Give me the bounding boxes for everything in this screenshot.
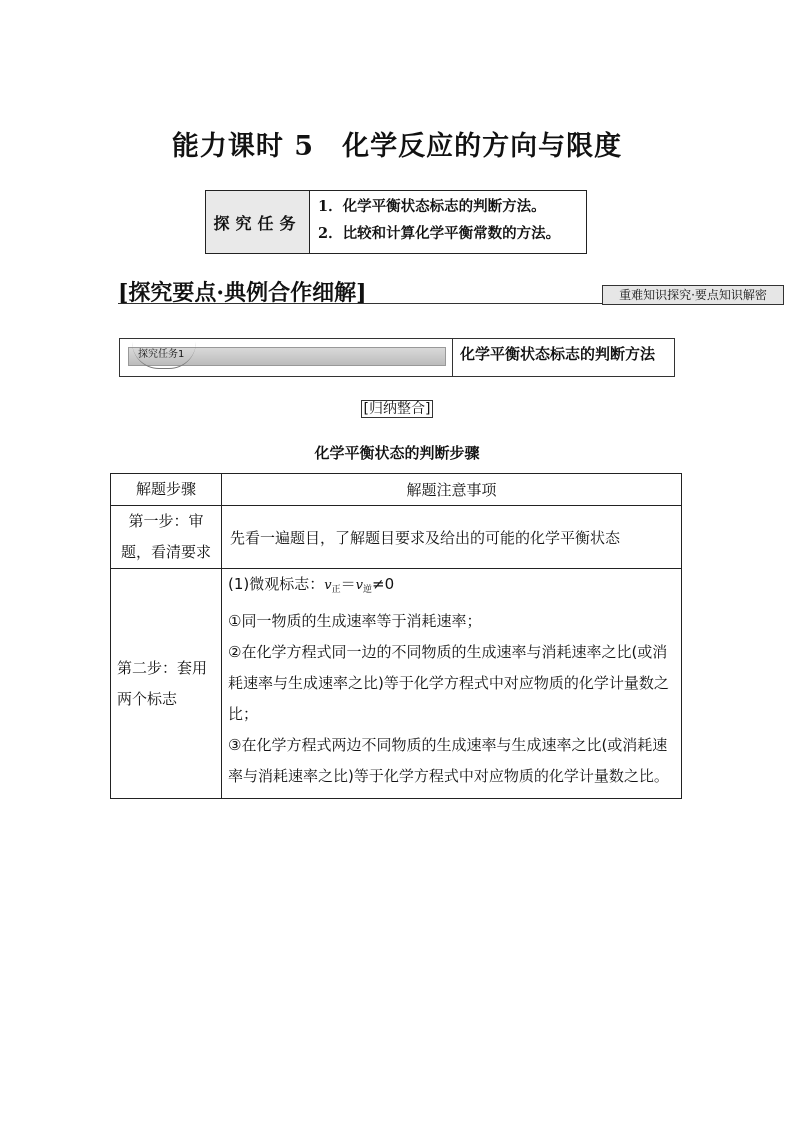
steps-table [110,473,682,799]
task-box-label: 探究任务 [206,191,310,253]
step-cell: 第二步：套用两个标志 [111,569,222,799]
equals-sign: ＝ [340,575,356,593]
micro-indicator [228,569,675,606]
section-divider [118,303,602,304]
table-header-row [111,474,682,506]
rate-subscript-forward: 正 [331,585,341,595]
task-box-items [318,193,560,247]
table-caption: 化学平衡状态的判断步骤 [314,444,480,462]
task1-tab-label: 探究任务1 [138,349,185,360]
table-row [111,569,682,799]
page-title: 能力课时 5 化学反应的方向与限度 [171,131,623,162]
section-heading: [探究要点·典例合作细解] [118,280,367,306]
note-item: ③在化学方程式两边不同物质的生成速率与生成速率之比(或消耗速率与消耗速率之比)等于化学方程式中对应物质的化学计量数之比。 [228,736,669,785]
step-cell: 第一步：审题，看清要求 [111,506,222,569]
rate-subscript-reverse: 逆 [363,585,373,595]
task1-banner-left [120,339,453,376]
section-tag: 重难知识探究·要点知识解密 [602,285,784,305]
rate-symbol: v [324,578,332,593]
task-box [205,190,587,254]
note-item: ①同一物质的生成速率等于消耗速率； [228,612,482,630]
micro-prefix: (1)微观标志： [228,575,325,593]
table-header: 解题步骤 [111,474,222,506]
summary-label [0,398,794,418]
table-header: 解题注意事项 [222,474,682,506]
neq-zero: ≠0 [372,575,395,593]
task-item: 2．比较和计算化学平衡常数的方法。 [318,225,561,242]
task1-title: 化学平衡状态标志的判断方法 [460,345,656,363]
rate-symbol: v [355,578,363,593]
task1-banner [119,338,675,377]
note-cell: 先看一遍题目，了解题目要求及给出的可能的化学平衡状态 [222,506,682,569]
table-row [111,506,682,569]
note-cell [222,569,682,799]
note-item: ②在化学方程式同一边的不同物质的生成速率与消耗速率之比(或消耗速率与生成速率之比)等于化学方程式中对应物质的化学计量数之比； [228,643,669,723]
summary-label-text: [归纳整合] [361,400,434,418]
task-item: 1．化学平衡状态标志的判断方法。 [318,198,546,215]
